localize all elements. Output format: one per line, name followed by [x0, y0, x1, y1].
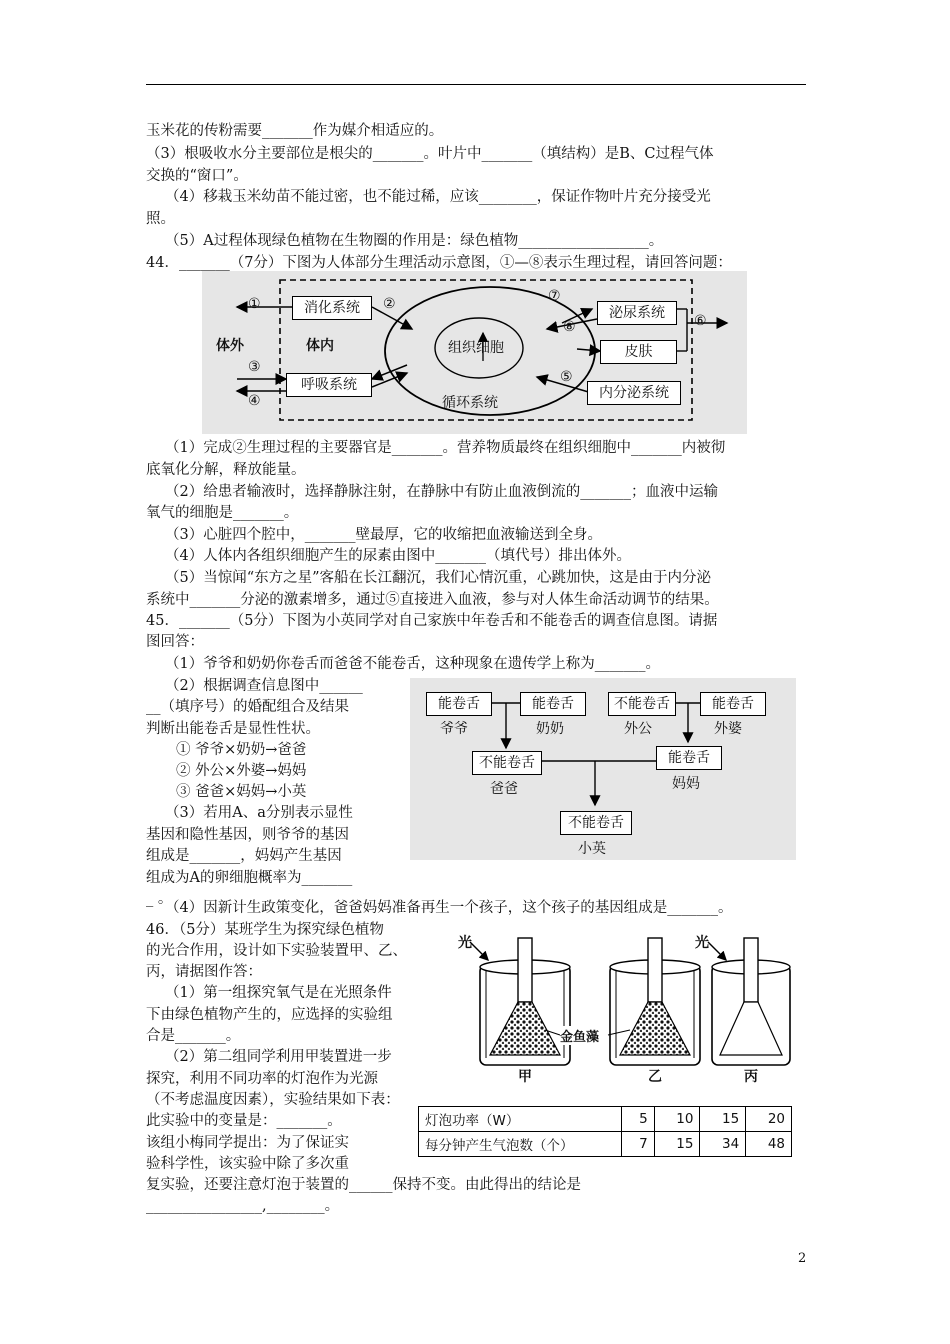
option-1: ① 爷爷×奶奶→爸爸 [176, 742, 307, 758]
text-line: （2）第二组同学利用甲装置进一步 [165, 1049, 392, 1065]
text-line: _ 。 [146, 891, 173, 907]
text-line: （4）人体内各组织细胞产生的尿素由图中_______（填代号）排出体外。 [165, 548, 631, 564]
text-line: 组成为A的卵细胞概率为_______ [146, 870, 353, 886]
label-3: ③ [248, 359, 261, 375]
text-line: （3）若用A、a分别表示显性 [165, 805, 353, 821]
light-label-bing: 光 [695, 935, 709, 951]
child-box: 不能卷舌 [560, 811, 632, 835]
text-line: 氧气的细胞是_______。 [146, 505, 299, 521]
table-row [419, 1132, 792, 1157]
table-cell: 15 [654, 1132, 700, 1157]
text-line: 该组小梅同学提出：为了保证实 [146, 1135, 349, 1151]
text-line: （3）心脏四个腔中，_______壁最厚，它的收缩把血液输送到全身。 [165, 527, 602, 543]
page-number: 2 [798, 1251, 807, 1266]
text-line: （4）移栽玉米幼苗不能过密，也不能过稀，应该________，保证作物叶片充分接受光 [165, 189, 711, 205]
question-44-title: 44．_______（7分）下图为人体部分生理活动示意图，①—⑧表示生理过程，请回答问题： [146, 255, 732, 271]
label-6: ⑥ [694, 313, 707, 329]
table-cell: 34 [700, 1132, 746, 1157]
mom-label: 妈妈 [672, 776, 700, 792]
label-7: ⑦ [548, 288, 561, 304]
text-line: 图回答： [146, 634, 204, 650]
table-cell: 15 [700, 1107, 746, 1132]
text-line: （4）因新计生政策变化，爸爸妈妈准备再生一个孩子，这个孩子的基因组成是_______。 [165, 900, 733, 916]
human-physiology-diagram [202, 271, 747, 434]
text-line: （1）爷爷和奶奶你卷舌而爸爸不能卷舌，这种现象在遗传学上称为_______。 [165, 656, 660, 672]
label-inside: 体内 [306, 338, 334, 354]
maternal-grandma-label: 外婆 [714, 721, 742, 737]
jar-bing-label: 丙 [744, 1069, 758, 1085]
text-line: 组成是_______，妈妈产生基因 [146, 848, 342, 864]
text-line: 丙，请据图作答： [146, 964, 262, 980]
maternal-grandpa-box: 不能卷舌 [608, 692, 676, 716]
table-cell: 48 [746, 1132, 792, 1157]
text-line: （5）当惊闻“东方之星”客船在长江翻沉，我们心情沉重，心跳加快，这是由于内分泌 [165, 570, 712, 586]
photosynthesis-apparatus-figure [450, 930, 800, 1090]
text-line: 交换的“窗口”。 [146, 168, 248, 184]
grandpa-label: 爷爷 [440, 721, 468, 737]
label-1: ① [248, 296, 261, 312]
jar-yi-label: 乙 [648, 1069, 662, 1085]
header-rule [146, 84, 806, 85]
text-line: ________________,________。 [146, 1198, 340, 1214]
plant-label: 金鱼藻 [560, 1026, 599, 1045]
skin-box: 皮肤 [600, 340, 677, 364]
text-line: 玉米花的传粉需要_______作为媒介相适应的。 [146, 123, 444, 139]
label-5: ⑤ [560, 369, 573, 385]
label-8: ⑧ [563, 319, 576, 335]
text-line: __（填序号）的婚配组合及结果 [146, 699, 349, 715]
child-label: 小英 [578, 841, 606, 857]
text-line: （1）完成②生理过程的主要器官是_______。营养物质最终在组织细胞中_______内被彻 [165, 440, 726, 456]
text-line: 合是_______。 [146, 1028, 241, 1044]
text-line: 基因和隐性基因，则爷爷的基因 [146, 827, 349, 843]
digestive-system-box: 消化系统 [292, 296, 372, 320]
bulb-power-table [418, 1106, 792, 1157]
label-2: ② [383, 296, 396, 312]
text-line: 系统中_______分泌的激素增多，通过⑤直接进入血液，参与对人体生命活动调节的结果。 [146, 592, 719, 608]
text-line: （2）根据调查信息图中______ [165, 678, 363, 694]
text-line: （不考虑温度因素），实验结果如下表： [146, 1092, 400, 1108]
text-line: （5）A过程体现绿色植物在生物圈的作用是：绿色植物__________________。 [165, 233, 664, 249]
table-row [419, 1107, 792, 1132]
grandma-label: 奶奶 [536, 721, 564, 737]
table-cell: 10 [654, 1107, 700, 1132]
light-label-jia: 光 [458, 935, 472, 951]
endocrine-system-box: 内分泌系统 [587, 381, 681, 405]
label-outside: 体外 [216, 338, 244, 354]
table-cell: 5 [622, 1107, 655, 1132]
circulation-label: 循环系统 [442, 395, 498, 411]
text-line: 判断出能卷舌是显性性状。 [146, 721, 320, 737]
label-4: ④ [248, 393, 261, 409]
jar-jia [480, 938, 570, 1065]
jar-yi [610, 938, 700, 1065]
text-line: 的光合作用，设计如下实验装置甲、乙、 [146, 943, 407, 959]
text-line: 此实验中的变量是：_______。 [146, 1113, 342, 1129]
grandma-box: 能卷舌 [520, 692, 586, 716]
question-46-title: 46．（5分）某班学生为探究绿色植物 [146, 922, 384, 938]
text-line: （3）根吸收水分主要部位是根尖的_______。叶片中_______（填结构）是B、C过程气体 [146, 146, 714, 162]
text-line: 下由绿色植物产生的，应选择的实验组 [146, 1007, 393, 1023]
urinary-system-box: 泌尿系统 [597, 301, 677, 325]
pedigree-diagram [410, 678, 796, 860]
text-line: 验科学性，该实验中除了多次重 [146, 1156, 349, 1172]
text-line: 探究，利用不同功率的灯泡作为光源 [146, 1071, 378, 1087]
dad-box: 不能卷舌 [472, 751, 542, 775]
table-header-bubbles: 每分钟产生气泡数（个） [419, 1132, 622, 1157]
text-line: 照。 [146, 211, 175, 227]
option-3: ③ 爸爸×妈妈→小英 [176, 784, 307, 800]
mom-box: 能卷舌 [656, 746, 722, 770]
grandpa-box: 能卷舌 [426, 692, 492, 716]
question-45-title: 45．_______（5分）下图为小英同学对自己家族中年卷舌和不能卷舌的调查信息图。请据 [146, 613, 718, 629]
dad-label: 爸爸 [490, 781, 518, 797]
respiratory-system-box: 呼吸系统 [286, 373, 372, 397]
text-line: 底氧化分解，释放能量。 [146, 462, 306, 478]
jar-jia-label: 甲 [518, 1069, 532, 1085]
maternal-grandpa-label: 外公 [624, 721, 652, 737]
tissue-cells-label: 组织细胞 [448, 340, 504, 356]
text-line: （1）第一组探究氧气是在光照条件 [165, 985, 392, 1001]
table-cell: 20 [746, 1107, 792, 1132]
table-cell: 7 [622, 1132, 655, 1157]
text-line: 复实验，还要注意灯泡于装置的______保持不变。由此得出的结论是 [146, 1177, 581, 1193]
table-header-power: 灯泡功率（W） [419, 1107, 622, 1132]
maternal-grandma-box: 能卷舌 [700, 692, 766, 716]
text-line: （2）给患者输液时，选择静脉注射，在静脉中有防止血液倒流的_______；血液中运输 [165, 484, 718, 500]
option-2: ② 外公×外婆→妈妈 [176, 763, 307, 779]
